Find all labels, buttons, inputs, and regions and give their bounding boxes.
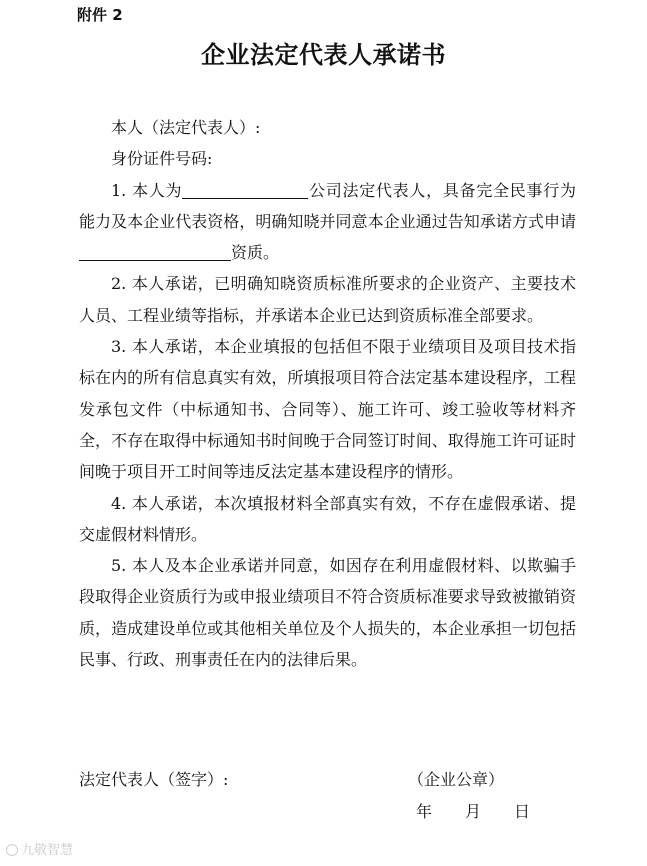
qualification-blank[interactable] [79, 242, 231, 261]
company-seal-label: （企业公章） [408, 770, 505, 789]
signature-label: 法定代表人（签字）: [79, 770, 229, 789]
commitment-item-3: 3. 本人承诺，本企业填报的包括但不限于业绩项目及项目技术指标在内的所有信息真实有效，所填报项目符合法定基本建设程序，工程发承包文件（中标通知书、合同等）、施工许可、竣工验收等材料齐全，不存在取得中标通知书时间晚于合同签订时间、取得施工许可证时间晚于项目开工时间等违反法定基本建设程序的情形。 [79, 337, 576, 482]
document-title: 企业法定代表人承诺书 [201, 41, 446, 69]
item-1-text: 公司法定代表人，具备完全民事行为能力及本企业代表资格，明确知晓并同意本企业通过告知承诺方式申请 [79, 180, 576, 231]
date-day: 日 [514, 802, 531, 821]
name-line: 本人（法定代表人）: [111, 118, 261, 137]
id-number-line: 身份证件号码: [111, 149, 213, 169]
watermark [6, 842, 73, 860]
company-name-blank[interactable] [182, 180, 308, 199]
watermark-text: 九敬智慧 [21, 843, 74, 858]
commitment-item-5: 5. 本人及本企业承诺并同意，如因存在利用虚假材料、以欺骗手段取得企业资质行为或申报业绩项目不符合资质标准要求导致被撤销资质，造成建设单位或其他相关单位及个人损失的，本企业承担一切包括民事、行政、刑事责任在内的法律后果。 [79, 556, 576, 670]
commitment-item-2: 2. 本人承诺，已明确知晓资质标准所要求的企业资产、主要技术人员、工程业绩等指标，并承诺本企业已达到资质标准全部要求。 [79, 274, 576, 325]
commitment-item-1 [79, 175, 576, 269]
document-body [79, 112, 576, 675]
attachment-label: 附件 2 [77, 6, 123, 24]
date-month: 月 [465, 802, 482, 821]
commitment-item-4: 4. 本人承诺，本次填报材料全部真实有效，不存在虚假承诺、提交虚假材料情形。 [79, 493, 576, 544]
item-1-prefix: 1. 本人为 [111, 180, 183, 200]
item-1-suffix: 资质。 [231, 243, 280, 263]
circle-logo-icon [6, 844, 18, 856]
date-year: 年 [416, 802, 433, 821]
